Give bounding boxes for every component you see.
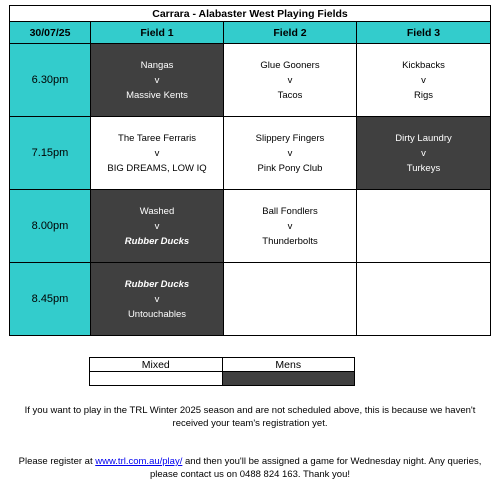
game-cell: [224, 117, 357, 190]
register-instructions: [10, 455, 490, 481]
legend-mens-label: Mens: [222, 358, 355, 372]
field-1-header: Field 1: [91, 22, 224, 44]
versus-label: v: [154, 220, 160, 232]
team-home: Washed: [139, 205, 175, 217]
fixture-table: [9, 5, 491, 336]
field-2-header: Field 2: [224, 22, 357, 44]
game-cell: [91, 44, 224, 117]
team-home: Ball Fondlers: [262, 205, 318, 217]
team-away: Untouchables: [127, 308, 187, 320]
team-home: Slippery Fingers: [255, 132, 325, 144]
game-cell: [224, 190, 357, 263]
versus-label: v: [154, 74, 160, 86]
team-home: Glue Gooners: [260, 59, 320, 71]
legend-mixed-label: Mixed: [90, 358, 223, 372]
fixture-title: Carrara - Alabaster West Playing Fields: [10, 6, 491, 22]
game-cell: [224, 44, 357, 117]
legend-mens-swatch: [222, 372, 355, 386]
timeslot-row: [10, 190, 491, 263]
team-away: Massive Kents: [126, 89, 188, 101]
team-away: Rigs: [413, 89, 433, 101]
versus-label: v: [421, 74, 426, 86]
versus-label: v: [154, 147, 160, 159]
registration-note: If you want to play in the TRL Winter 2025 season and are not scheduled above, this is because we haven't received your team's registration yet.: [24, 405, 476, 429]
empty-game-cell: [357, 190, 491, 263]
empty-game-cell: [224, 263, 357, 336]
team-away: Rubber Ducks: [124, 235, 190, 247]
versus-label: v: [287, 74, 293, 86]
versus-label: v: [154, 293, 160, 305]
division-legend: [89, 357, 355, 386]
date-header: 30/07/25: [10, 22, 91, 44]
team-home: Rubber Ducks: [124, 278, 190, 290]
team-home: Kickbacks: [402, 59, 445, 71]
team-away: Turkeys: [406, 162, 441, 174]
team-away: Tacos: [277, 89, 303, 101]
team-away: Thunderbolts: [262, 235, 318, 247]
empty-game-cell: [357, 263, 491, 336]
register-text-before: Please register at: [18, 456, 96, 467]
team-home: The Taree Ferraris: [118, 132, 196, 144]
timeslot-row: [10, 117, 491, 190]
time-cell: 7.15pm: [10, 117, 91, 190]
timeslot-row: [10, 44, 491, 117]
game-cell: [357, 117, 491, 190]
team-away: Pink Pony Club: [257, 162, 323, 174]
versus-label: v: [287, 147, 293, 159]
time-cell: 8.45pm: [10, 263, 91, 336]
field-3-header: Field 3: [357, 22, 491, 44]
team-home: Dirty Laundry: [395, 132, 452, 144]
time-cell: 8.00pm: [10, 190, 91, 263]
legend-mixed-swatch: [90, 372, 223, 386]
versus-label: v: [287, 220, 293, 232]
time-cell: 6.30pm: [10, 44, 91, 117]
team-away: BIG DREAMS, LOW IQ: [107, 162, 207, 174]
game-cell: [91, 117, 224, 190]
register-text-after: and then you'll be assigned a game for Wednesday night. Any queries, please contact us on 0488 824 163. Thank you!: [149, 456, 482, 480]
timeslot-row: [10, 263, 491, 336]
versus-label: v: [421, 147, 426, 159]
team-home: Nangas: [140, 59, 174, 71]
register-link[interactable]: www.trl.com.au/play/: [95, 456, 183, 467]
game-cell: [91, 190, 224, 263]
game-cell: [91, 263, 224, 336]
game-cell: [357, 44, 491, 117]
